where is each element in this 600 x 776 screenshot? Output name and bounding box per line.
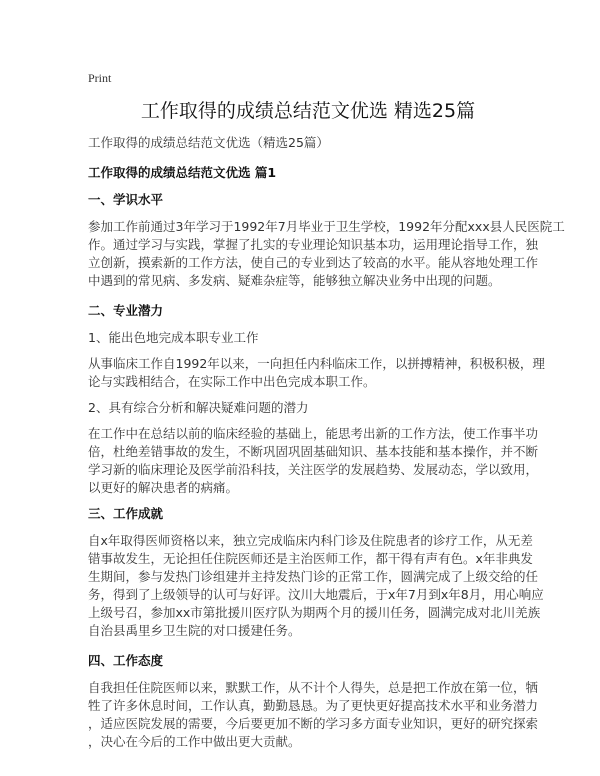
section-heading: 一、学识水平: [88, 192, 164, 207]
text-line: ，决心在今后的工作中做出更大贡献。: [88, 734, 301, 749]
print-label[interactable]: Print: [88, 71, 112, 85]
section-heading: 二、专业潜力: [88, 303, 164, 318]
document: [88, 70, 565, 759]
text-line: 错事故发生，无论担任住院医师还是主治医师工作，都干得有声有色。x年非典发: [88, 551, 533, 566]
section-heading: 四、工作态度: [88, 653, 164, 668]
text-line: 生期间，参与发热门诊组建并主持发热门诊的正常工作，圆满完成了上级交给的任: [88, 569, 539, 584]
paragraph: [88, 218, 565, 290]
subheading: 2、具有综合分析和解决疑难问题的潜力: [88, 400, 309, 415]
text-line: 自治县禹里乡卫生院的对口援建任务。: [88, 623, 301, 638]
text-line: 自我担任住院医师以来，默默工作，从不计个人得失，总是把工作放在第一位，牺: [88, 680, 539, 695]
paragraph: [88, 425, 539, 497]
text-line: 务，得到了上级领导的认可与好评。汶川大地震后，于x年7月到x年8月，用心响应: [88, 587, 544, 602]
text-line: 自x年取得医师资格以来，独立完成临床内科门诊及住院患者的诊疗工作，从无差: [88, 533, 533, 548]
text-line: ，适应医院发展的需要，今后要更加不断的学习多方面专业知识，更好的研究探索: [88, 716, 539, 731]
text-line: 牲了许多休息时间，工作认真，勤勤恳恳。为了更快更好提高技术水平和业务潜力: [88, 698, 539, 713]
article-heading: 工作取得的成绩总结范文优选 篇1: [88, 165, 277, 180]
section-heading: 三、工作成就: [88, 506, 164, 521]
paragraph: [88, 532, 544, 640]
text-line: 在工作中在总结以前的临床经验的基础上，能思考出新的工作方法，使工作事半功: [88, 426, 539, 441]
text-line: 以更好的解决患者的病痛。: [88, 480, 239, 495]
subheading: 1、能出色地完成本职专业工作: [88, 330, 259, 345]
text-line: 上级号召，参加xx市第批援川医疗队为期两个月的援川任务，圆满完成对北川羌族: [88, 605, 541, 620]
text-line: 作。通过学习与实践，掌握了扎实的专业理论知识基本功，运用理论指导工作，独: [88, 237, 539, 252]
text-line: 学习新的临床理论及医学前沿科技，关注医学的发展趋势、发展动态，学以致用，: [88, 462, 539, 477]
text-line: 从事临床工作自1992年以来，一向担任内科临床工作，以拼搏精神，积极积极，理: [88, 356, 545, 371]
paragraph: [88, 355, 545, 391]
text-line: 立创新，摸索新的工作方法，使自己的专业到达了较高的水平。能从容地处理工作: [88, 255, 539, 270]
text-line: 参加工作前通过3年学习于1992年7月毕业于卫生学校，1992年分配xxx县人民医院工: [88, 219, 565, 234]
text-line: 倍，杜绝差错事故的发生，不断巩固巩固基础知识、基本技能和基本操作，并不断: [88, 444, 539, 459]
paragraph: [88, 679, 539, 751]
text-line: 中遇到的常见病、多发病、疑难杂症等，能够独立解决业务中出现的问题。: [88, 273, 501, 288]
text-line: 论与实践相结合，在实际工作中出色完成本职工作。: [88, 374, 376, 389]
document-title: 工作取得的成绩总结范文优选 精选25篇: [140, 100, 476, 122]
document-subtitle: 工作取得的成绩总结范文优选（精选25篇）: [88, 135, 329, 150]
